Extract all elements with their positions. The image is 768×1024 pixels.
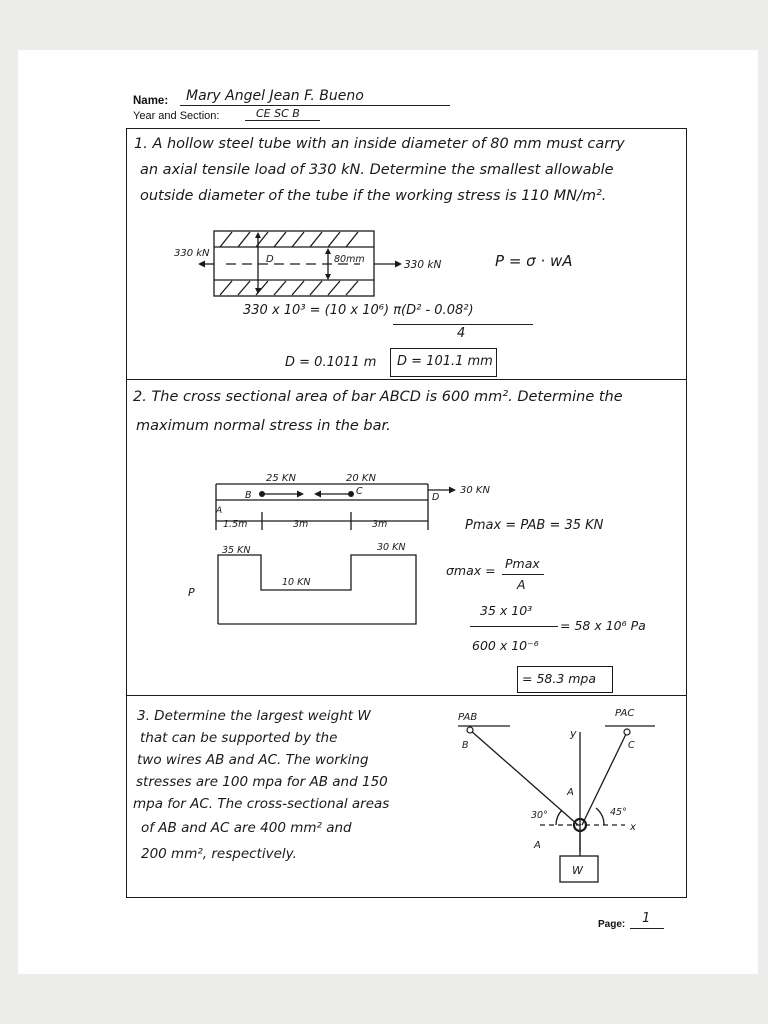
- problem-1-equation-denominator: 4: [457, 326, 466, 341]
- problem-3-line: two wires AB and AC. The working: [137, 752, 369, 768]
- problem-3-line: 200 mm², respectively.: [141, 846, 297, 862]
- fig2-load-30: 30 KN: [460, 485, 490, 496]
- fig3-a-upper: A: [567, 787, 574, 798]
- fig3-w: W: [572, 864, 583, 877]
- name-label: Name:: [133, 95, 169, 107]
- fig1-inner-label: 80mm: [334, 254, 365, 265]
- angle-30-arc: [556, 810, 562, 825]
- point-b: [467, 727, 473, 733]
- problem-1-equation-numerator: 330 x 10³ = (10 x 10⁶) π(D² - 0.08²): [243, 303, 474, 318]
- fig3-angle-30: 30°: [531, 810, 548, 821]
- fig3-pac: PAC: [615, 708, 635, 719]
- fig3-c: C: [628, 740, 635, 751]
- fig3-pab: PAB: [458, 712, 478, 723]
- problem-2-pmax: Pmax = PAB = 35 KN: [465, 518, 604, 533]
- problem-2-sigma-denominator: A: [517, 577, 526, 592]
- page-underline: [630, 928, 664, 929]
- fig2-axial-30: 30 KN: [377, 542, 406, 553]
- problem-2-calc-result: = 58 x 10⁶ Pa: [560, 618, 646, 633]
- fig3-x: x: [630, 822, 636, 833]
- problem-1-d-result: D = 0.1011 m: [285, 355, 377, 370]
- problem-2-calc-numerator: 35 x 10³: [480, 603, 533, 618]
- fig3-b: B: [462, 740, 469, 751]
- year-section-value: CE SC B: [256, 107, 300, 120]
- problem-1-line: an axial tensile load of 330 kN. Determine the smallest allowable: [140, 162, 614, 178]
- problem-3-line: that can be supported by the: [140, 730, 338, 746]
- problem-3-line: 3. Determine the largest weight W: [137, 708, 371, 724]
- fig2-point-c: C: [356, 486, 363, 497]
- fig2-dim-1: 1.5m: [223, 519, 248, 530]
- problem-2-calc-denominator: 600 x 10⁻⁶: [472, 638, 539, 653]
- fig2-point-a: A: [216, 506, 223, 516]
- fig2-axial-35: 35 KN: [222, 545, 251, 556]
- fig1-load-right-label: 330 kN: [404, 259, 442, 271]
- problem-3-line: of AB and AC are 400 mm² and: [141, 820, 352, 836]
- problem-3-line: stresses are 100 mpa for AB and 150: [136, 774, 388, 790]
- fig1-load-left-label: 330 kN: [174, 248, 210, 259]
- point-c: [624, 729, 630, 735]
- fig2-point-d: D: [432, 492, 440, 503]
- fig2-load-20: 20 KN: [346, 473, 376, 484]
- fig2-axial-10: 10 KN: [282, 577, 311, 588]
- problem-2-sigma-numerator: Pmax: [505, 556, 540, 571]
- fig2-dim-3: 3m: [372, 519, 388, 530]
- problem-1-line: outside diameter of the tube if the working stress is 110 MN/m².: [140, 188, 607, 204]
- problem-1-line: 1. A hollow steel tube with an inside diameter of 80 mm must carry: [134, 136, 625, 152]
- problem-2-answer: = 58.3 mpa: [522, 671, 597, 686]
- problem-1-answer: D = 101.1 mm: [397, 354, 493, 369]
- name-value: Mary Angel Jean F. Bueno: [186, 88, 364, 104]
- fig1-d-label: D: [266, 254, 274, 265]
- fig3-angle-45: 45°: [610, 807, 627, 818]
- problem-1-formula: P = σ · wA: [495, 252, 573, 270]
- angle-45-arc: [596, 808, 604, 825]
- page-label: Page:: [598, 919, 626, 930]
- page-number: 1: [642, 911, 651, 926]
- fig2-load-25: 25 KN: [266, 473, 296, 484]
- problem-2-sigma-lhs: σmax =: [446, 563, 496, 578]
- year-section-label: Year and Section:: [133, 110, 220, 122]
- fig3-a-lower: A: [534, 840, 541, 851]
- fig2-point-b: B: [245, 490, 252, 501]
- problem-2-line: maximum normal stress in the bar.: [136, 418, 391, 434]
- problem-2-line: 2. The cross sectional area of bar ABCD is 600 mm². Determine the: [133, 389, 623, 405]
- fig3-y: y: [570, 727, 577, 740]
- fig2-axial-p: P: [188, 586, 195, 599]
- problem-3-line: mpa for AC. The cross-sectional areas: [133, 796, 390, 812]
- fig2-dim-2: 3m: [293, 519, 309, 530]
